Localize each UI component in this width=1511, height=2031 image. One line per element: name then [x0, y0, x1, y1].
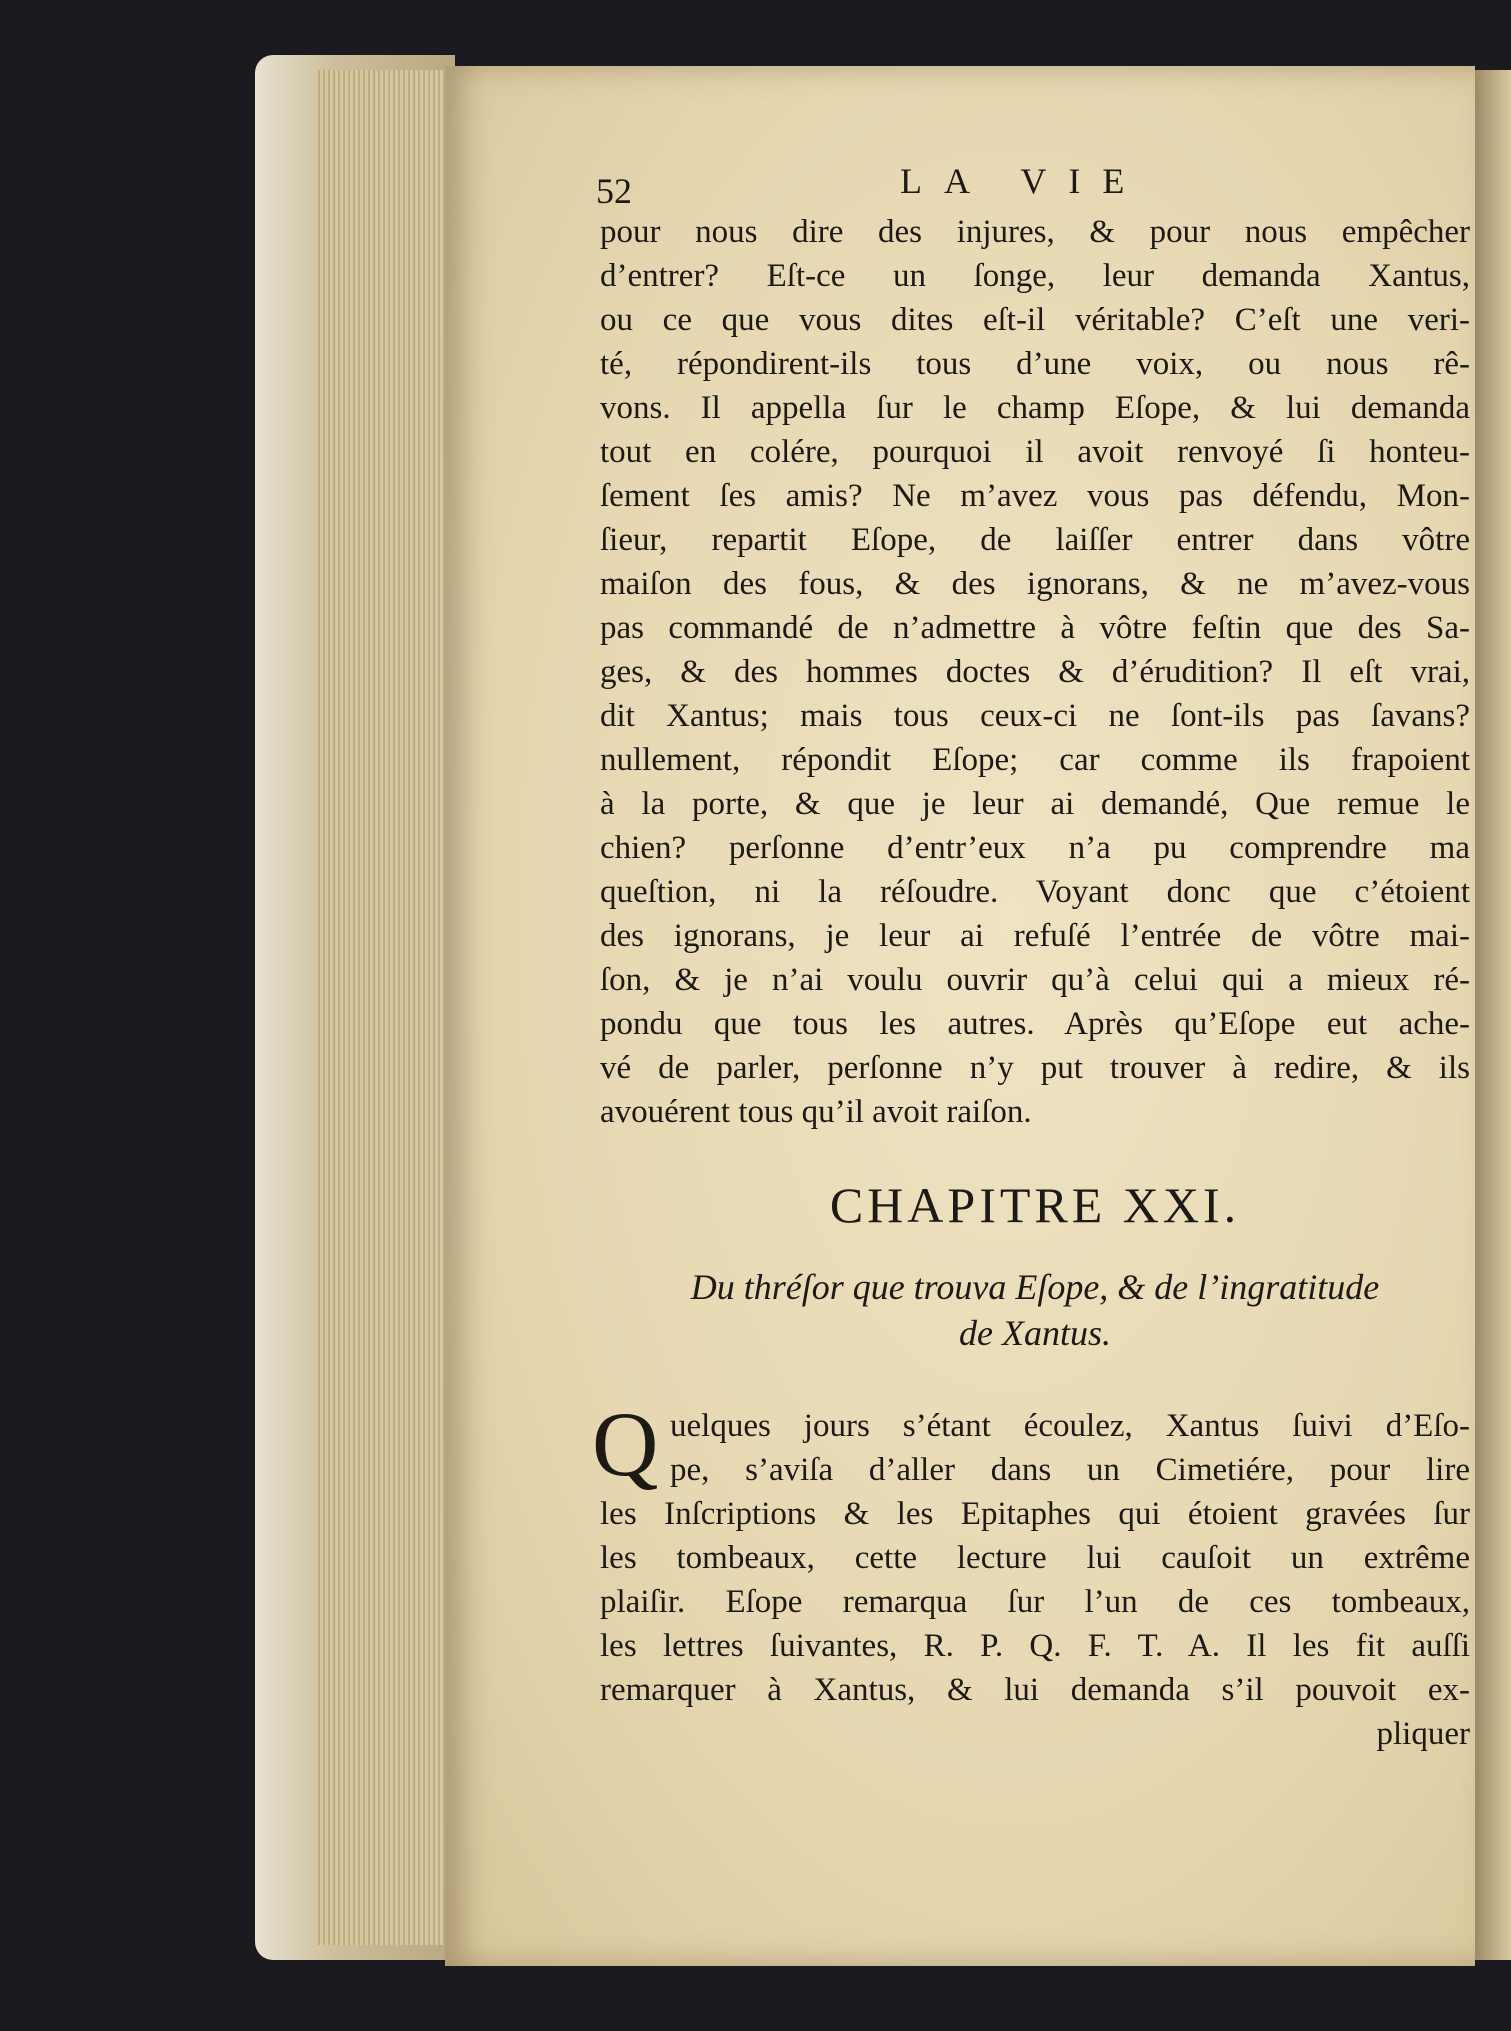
page-block-edges	[315, 70, 455, 1945]
chapter-subtitle-line: Du thréſor que trouva Eſope, & de l’ingratitude	[690, 1267, 1380, 1307]
body-line: dit Xantus; mais tous ceux-ci ne ſont-ils pas ſavans?	[600, 698, 1470, 734]
running-title: LA VIE	[900, 161, 1147, 201]
body-line: té, répondirent-ils tous d’une voix, ou nous rê-	[600, 346, 1470, 382]
body-line: vé de parler, perſonne n’y put trouver à redire, & ils	[600, 1050, 1470, 1086]
body-line: ou ce que vous dites eſt-il véritable? C’eſt une veri-	[600, 302, 1470, 338]
page-number: 52	[596, 171, 632, 211]
body-line: les tombeaux, cette lecture lui cauſoit un extrême	[600, 1540, 1470, 1576]
chapter-title: CHAPITRE XXI.	[829, 1177, 1241, 1233]
drop-cap: Q	[592, 1393, 659, 1495]
body-line: tout en colére, pourquoi il avoit renvoyé ſi honteu-	[600, 434, 1470, 470]
body-line: pas commandé de n’admettre à vôtre feſtin que des Sa-	[600, 610, 1470, 646]
body-line: uelques jours s’étant écoulez, Xantus ſuivi d’Eſo-	[670, 1408, 1470, 1444]
body-line: ſon, & je n’ai voulu ouvrir qu’à celui qui a mieux ré-	[600, 962, 1470, 998]
chapter-subtitle	[600, 1264, 1470, 1356]
page-header	[596, 150, 1470, 211]
body-line: queſtion, ni la réſoudre. Voyant donc que c’étoient	[600, 874, 1470, 910]
body-line: ges, & des hommes doctes & d’érudition? Il eſt vrai,	[600, 654, 1470, 690]
page-text	[592, 150, 1470, 1756]
body-line: d’entrer? Eſt-ce un ſonge, leur demanda Xantus,	[600, 258, 1470, 294]
body-line: ſement ſes amis? Ne m’avez vous pas défendu, Mon-	[600, 478, 1470, 514]
body-line: maiſon des fous, & des ignorans, & ne m’avez-vous	[600, 566, 1470, 602]
body-line: des ignorans, je leur ai refuſé l’entrée de vôtre mai-	[600, 918, 1470, 954]
body-line: chien? perſonne d’entr’eux n’a pu comprendre ma	[600, 830, 1470, 866]
body-line: ſieur, repartit Eſope, de laiſſer entrer dans vôtre	[600, 522, 1470, 558]
catchword: pliquer	[1376, 1716, 1470, 1752]
body-line: pour nous dire des injures, & pour nous empêcher	[600, 214, 1470, 250]
body-line: pondu que tous les autres. Après qu’Eſope eut ache-	[600, 1006, 1470, 1042]
body-line: les lettres ſuivantes, R. P. Q. F. T. A. Il les fit auſſi	[600, 1628, 1470, 1664]
body-line: plaiſir. Eſope remarqua ſur l’un de ces tombeaux,	[600, 1584, 1470, 1620]
body-text	[600, 210, 1470, 1134]
body-line: nullement, répondit Eſope; car comme ils frapoient	[600, 742, 1470, 778]
body-line: avouérent tous qu’il avoit raiſon.	[600, 1094, 1032, 1130]
chapter-paragraph	[592, 1393, 1470, 1756]
chapter-subtitle-line: de Xantus.	[959, 1313, 1111, 1353]
body-line: pe, s’aviſa d’aller dans un Cimetiére, pour lire	[670, 1452, 1470, 1488]
body-line: vons. Il appella ſur le champ Eſope, & lui demanda	[600, 390, 1470, 426]
facing-page-edge	[1475, 70, 1511, 1960]
body-line: à la porte, & que je leur ai demandé, Que remue le	[600, 786, 1470, 822]
body-line: remarquer à Xantus, & lui demanda s’il pouvoit ex-	[600, 1672, 1470, 1708]
body-line: les Inſcriptions & les Epitaphes qui étoient gravées ſur	[600, 1496, 1470, 1532]
